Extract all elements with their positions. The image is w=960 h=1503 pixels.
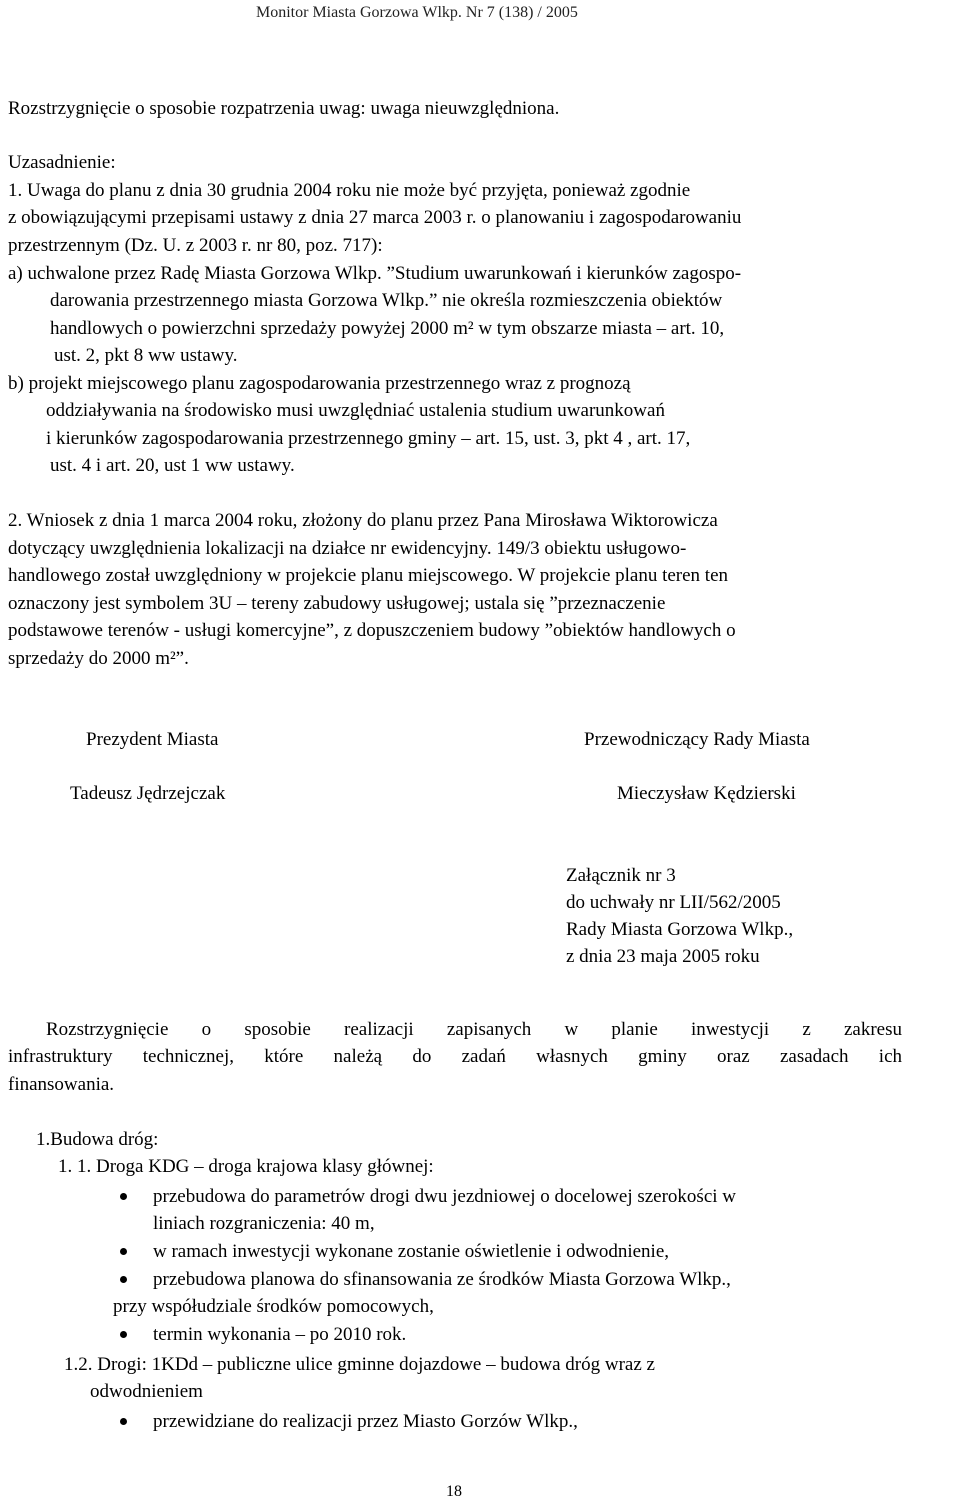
- point1-line: i kierunków zagospodarowania przestrzennego gminy – art. 15, ust. 3, pkt 4 , art. 17,: [46, 428, 691, 449]
- signature-right-title: Przewodniczący Rady Miasta: [584, 729, 810, 750]
- point2-line: 2. Wniosek z dnia 1 marca 2004 roku, złożony do planu przez Pana Mirosława Wiktorowicza: [8, 510, 718, 531]
- bullet-icon: [120, 1193, 127, 1200]
- attachment-line: z dnia 23 maja 2005 roku: [566, 946, 760, 967]
- point1-line: z obowiązującymi przepisami ustawy z dnia 27 marca 2003 r. o planowaniu i zagospodarowaniu: [8, 207, 742, 228]
- point2-line: oznaczony jest symbolem 3U – tereny zabudowy usługowej; ustala się ”przeznaczenie: [8, 593, 666, 614]
- point1-line: handlowych o powierzchni sprzedaży powyżej 2000 m² w tym obszarze miasta – art. 10,: [50, 318, 725, 339]
- section-heading: 1.Budowa dróg:: [36, 1129, 159, 1150]
- signature-left-name: Tadeusz Jędrzejczak: [70, 783, 226, 804]
- resolution-text: Rozstrzygnięcie o sposobie rozpatrzenia uwag: uwaga nieuwzględniona.: [8, 98, 560, 119]
- attachment-line: Załącznik nr 3: [566, 865, 676, 886]
- section-b-intro-line: Rozstrzygnięcie o sposobie realizacji zapisanych w planie inwestycji z zakresu: [46, 1019, 902, 1040]
- bullet-icon: [120, 1276, 127, 1283]
- point1-line: darowania przestrzennego miasta Gorzowa Wlkp.” nie określa rozmieszczenia obiektów: [50, 290, 723, 311]
- point1-line: b) projekt miejscowego planu zagospodarowania przestrzennego wraz z prognozą: [8, 373, 631, 394]
- section-b-intro-line: infrastruktury technicznej, które należą do zadań własnych gminy oraz zasadach ich: [8, 1046, 902, 1067]
- point1-line: 1. Uwaga do planu z dnia 30 grudnia 2004 roku nie może być przyjęta, ponieważ zgodnie: [8, 180, 691, 201]
- attachment-line: Rady Miasta Gorzowa Wlkp.,: [566, 919, 794, 940]
- point1-line: a) uchwalone przez Radę Miasta Gorzowa Wlkp. ”Studium uwarunkowań i kierunków zagospo-: [8, 263, 742, 284]
- list-item: liniach rozgraniczenia: 40 m,: [153, 1213, 375, 1234]
- point2-line: handlowego został uwzględniony w projekcie planu miejscowego. W projekcie planu teren ten: [8, 565, 729, 586]
- subsection-1-2: odwodnieniem: [90, 1381, 203, 1402]
- point1-line: ust. 2, pkt 8 ww ustawy.: [54, 345, 238, 366]
- signature-left-title: Prezydent Miasta: [86, 729, 219, 750]
- section-b-intro-last: finansowania.: [8, 1074, 115, 1095]
- subsection-1-2: 1.2. Drogi: 1KDd – publiczne ulice gminne dojazdowe – budowa dróg wraz z: [64, 1354, 655, 1375]
- point1-line: oddziaływania na środowisko musi uwzględniać ustalenia studium uwarunkowań: [46, 400, 665, 421]
- list-item: przy współudziale środków pomocowych,: [113, 1296, 434, 1317]
- list-item: termin wykonania – po 2010 rok.: [153, 1324, 407, 1345]
- subsection-1-1: 1. 1. Droga KDG – droga krajowa klasy głównej:: [58, 1156, 434, 1177]
- list-item: przebudowa do parametrów drogi dwu jezdniowej o docelowej szerokości w: [153, 1186, 737, 1207]
- bullet-icon: [120, 1248, 127, 1255]
- list-item: przebudowa planowa do sfinansowania ze środków Miasta Gorzowa Wlkp.,: [153, 1269, 731, 1290]
- justification-label: Uzasadnienie:: [8, 152, 116, 173]
- list-item: w ramach inwestycji wykonane zostanie oświetlenie i odwodnienie,: [153, 1241, 670, 1262]
- page-number: 18: [446, 1483, 462, 1500]
- point1-line: ust. 4 i art. 20, ust 1 ww ustawy.: [50, 455, 295, 476]
- bullet-icon: [120, 1331, 127, 1338]
- attachment-line: do uchwały nr LII/562/2005: [566, 892, 781, 913]
- point2-line: podstawowe terenów - usługi komercyjne”, z dopuszczeniem budowy ”obiektów handlowych o: [8, 620, 736, 641]
- point1-line: przestrzennym (Dz. U. z 2003 r. nr 80, poz. 717):: [8, 235, 383, 256]
- page-header: Monitor Miasta Gorzowa Wlkp. Nr 7 (138) / 2005: [256, 4, 578, 21]
- signature-right-name: Mieczysław Kędzierski: [617, 783, 796, 804]
- point2-line: dotyczący uwzględnienia lokalizacji na działce nr ewidencyjny. 149/3 obiektu usługowo-: [8, 538, 687, 559]
- bullet-icon: [120, 1418, 127, 1425]
- list-item: przewidziane do realizacji przez Miasto Gorzów Wlkp.,: [153, 1411, 578, 1432]
- point2-line: sprzedaży do 2000 m²”.: [8, 648, 189, 669]
